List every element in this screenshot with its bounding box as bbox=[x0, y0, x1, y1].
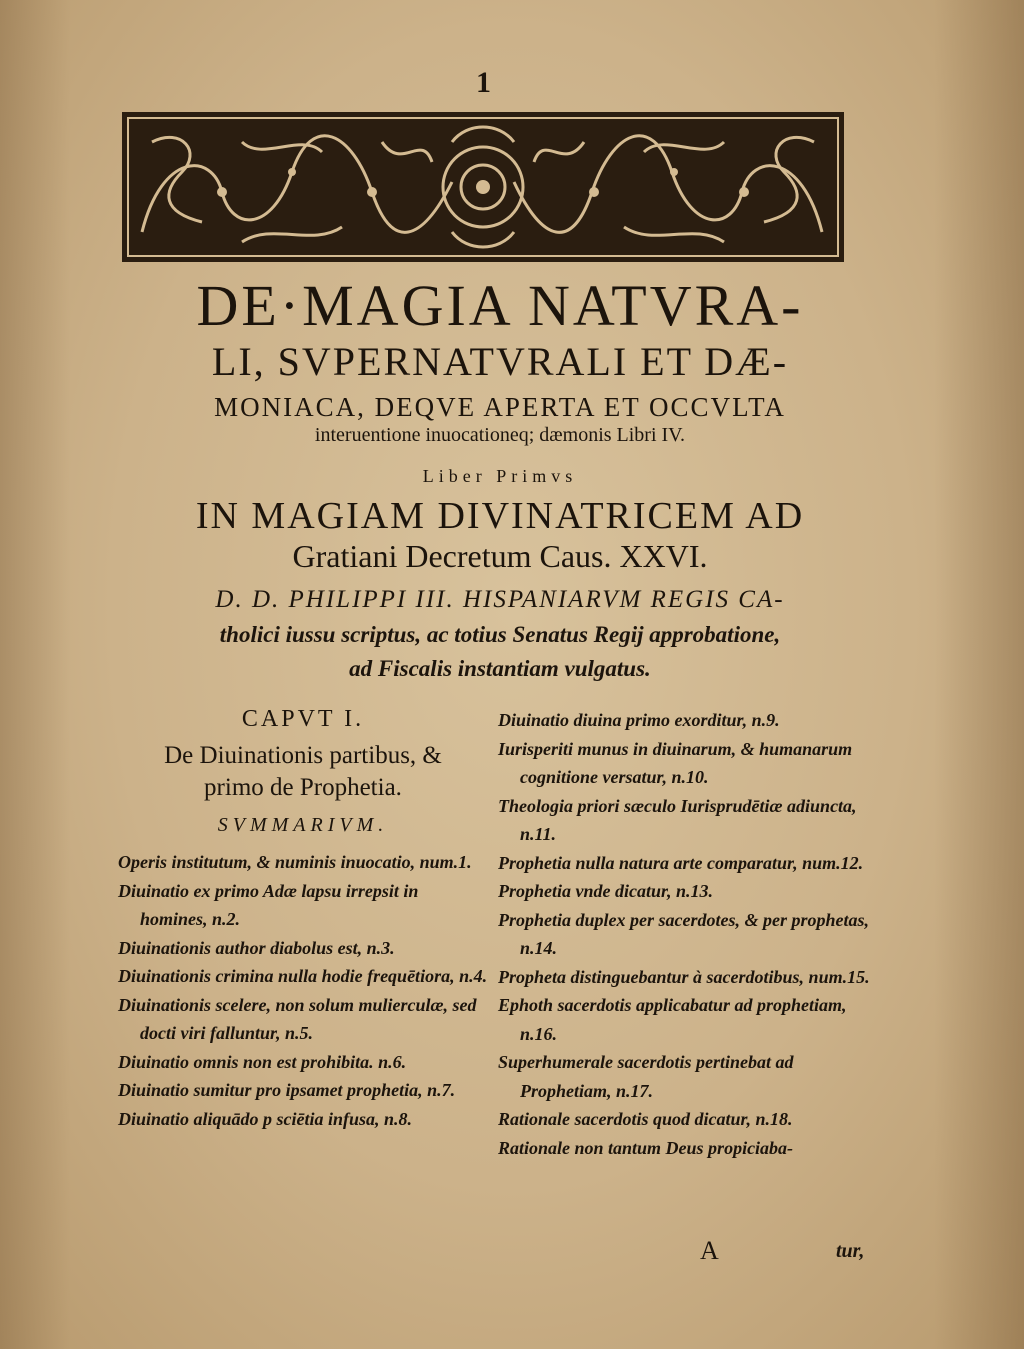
dedication-line-1: D. D. PHILIPPI III. HISPANIARVM REGIS CA- bbox=[215, 586, 785, 613]
summary-entry: Diuinatio sumitur pro ipsamet prophetia, n.7. bbox=[118, 1080, 456, 1100]
signature-mark: A bbox=[700, 1236, 719, 1265]
title-line-1: DE·MAGIA NATVRA- bbox=[196, 273, 804, 338]
title-line-2: LI, SVPERNATVRALI ET DÆ- bbox=[211, 339, 789, 384]
title-line-3: MONIACA, DEQVE APERTA ET OCCVLTA bbox=[214, 392, 786, 422]
summary-entry: Prophetia vnde dicatur, n.13. bbox=[498, 881, 714, 901]
page-number: 1 bbox=[476, 66, 491, 99]
catchword: tur, bbox=[836, 1240, 865, 1262]
summary-entry: Diuinationis scelere, non solum mulierculæ, sed docti viri falluntur, n.5. bbox=[118, 994, 477, 1043]
summary-entry: Diuinatio ex primo Adæ lapsu irrepsit in homines, n.2. bbox=[118, 880, 419, 929]
summary-entry: Propheta distinguebantur à sacerdotibus, num.15. bbox=[498, 966, 870, 987]
summary-column-right bbox=[498, 706, 878, 1162]
summary-entry: Diuinatio omnis non est prohibita. n.6. bbox=[118, 1051, 407, 1072]
summary-entry: Diuinatio aliquādo p sciētia infusa, n.8. bbox=[118, 1108, 413, 1129]
title-line-4: interuentione inuocationeq; dæmonis Libri IV. bbox=[314, 424, 686, 446]
summary-entry: Prophetia nulla natura arte comparatur, num.12. bbox=[498, 852, 864, 873]
summary-entry: Superhumerale sacerdotis pertinebat ad Prophetiam, n.17. bbox=[498, 1052, 794, 1101]
summary-entry: Ephoth sacerdotis applicabatur ad prophetiam, n.16. bbox=[498, 995, 847, 1044]
chapter-title-line-1: De Diuinationis partibus, & bbox=[164, 742, 442, 769]
summary-entry: Operis institutum, & numinis inuocatio, num.1. bbox=[118, 852, 472, 872]
page-edge-shadow-right bbox=[934, 0, 1024, 1349]
summary-entry: Theologia priori sæculo Iurisprudētiæ adiuncta, n.11. bbox=[498, 795, 857, 844]
decorative-headpiece bbox=[122, 112, 844, 262]
title-line-6: Gratiani Decretum Caus. XXVI. bbox=[292, 538, 708, 574]
summary-entry: Diuinationis crimina nulla hodie frequētiora, n.4. bbox=[118, 966, 488, 986]
summary-entry: Prophetia duplex per sacerdotes, & per prophetas, n.14. bbox=[498, 909, 869, 958]
summary-entry: Iurisperiti munus in diuinarum, & humanarum cognitione versatur, n.10. bbox=[498, 738, 853, 787]
book-subtitle: Liber Primvs bbox=[422, 466, 578, 486]
summary-heading: SVMMARIVM. bbox=[217, 814, 389, 836]
chapter-title-line-2: primo de Prophetia. bbox=[204, 774, 402, 801]
dedication-line-2: tholici iussu scriptus, ac totius Senatus Regij approbatione, bbox=[219, 622, 781, 647]
title-line-5: IN MAGIAM DIVINATRICEM AD bbox=[195, 495, 805, 537]
summary-column-left bbox=[118, 706, 488, 1133]
summary-entry: Diuinationis author diabolus est, n.3. bbox=[118, 937, 395, 958]
summary-entry: Rationale non tantum Deus propiciaba- bbox=[498, 1137, 794, 1158]
chapter-heading: CAPVT I. bbox=[241, 706, 365, 732]
summary-entry: Rationale sacerdotis quod dicatur, n.18. bbox=[498, 1109, 793, 1129]
dedication-line-3: ad Fiscalis instantiam vulgatus. bbox=[349, 656, 651, 681]
summary-entry: Diuinatio diuina primo exorditur, n.9. bbox=[498, 710, 780, 730]
